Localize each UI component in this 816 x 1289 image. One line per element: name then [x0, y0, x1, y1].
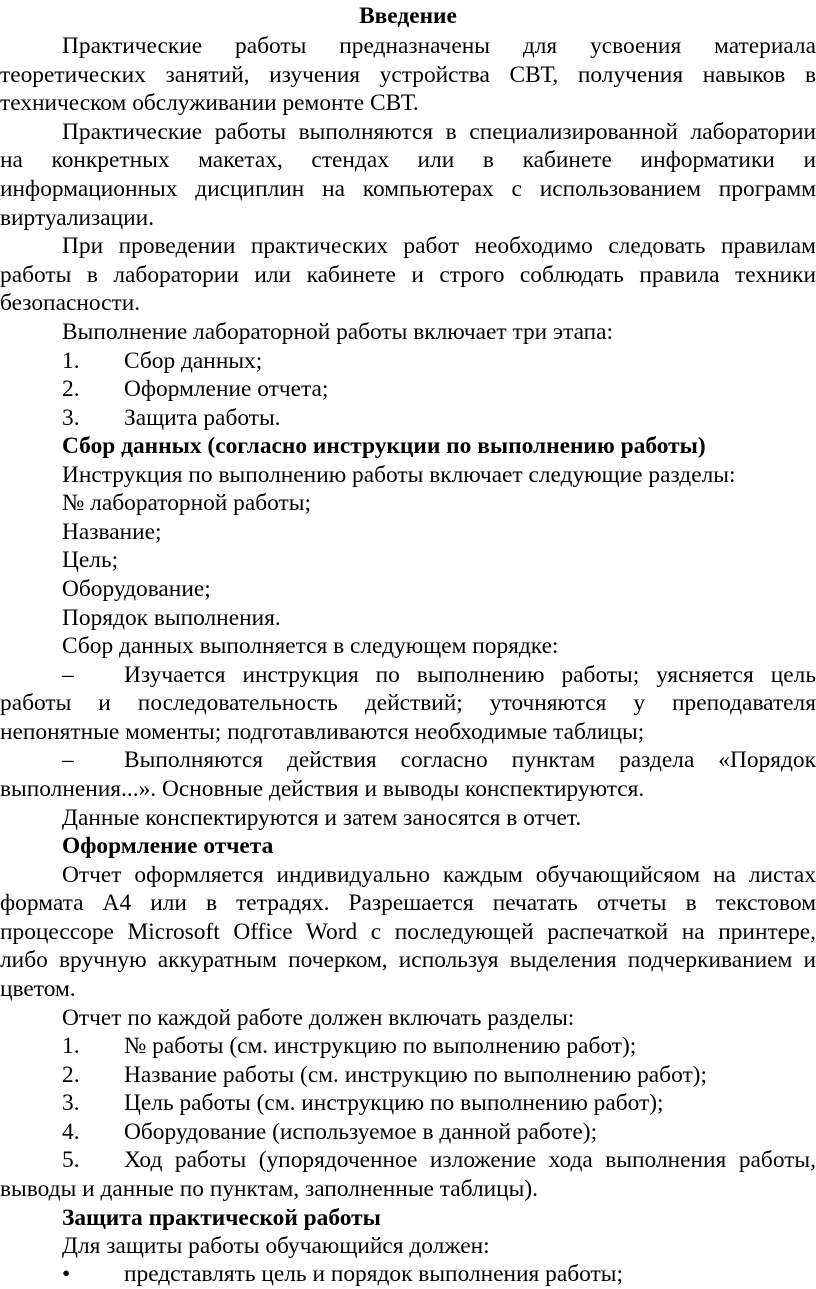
paragraph-line: работы в лаборатории или кабинете и строго соблюдать правила техники: [0, 262, 816, 288]
dash-marker: –: [62, 662, 74, 688]
list-text: Цель работы (см. инструкцию по выполнению работ);: [124, 1090, 664, 1116]
paragraph-line: безопасности.: [0, 290, 141, 316]
list-number: 5.: [62, 1147, 80, 1173]
list-text: Ход работы (упорядоченное изложение хода выполнения работы,: [124, 1147, 816, 1173]
list-text: представлять цель и порядок выполнения работы;: [124, 1261, 623, 1287]
paragraph-line: теоретических занятий, изучения устройства СВТ, получения навыков в: [0, 62, 816, 88]
paragraph-line: Для защиты работы обучающийся должен:: [62, 1233, 490, 1259]
bullet-marker: •: [62, 1261, 71, 1287]
bullet-item: [0, 1260, 816, 1289]
list-text: Название работы (см. инструкцию по выполнению работ);: [124, 1062, 707, 1088]
section-heading: Сбор данных (согласно инструкции по выполнению работы): [62, 433, 706, 459]
dash-marker: –: [62, 747, 74, 773]
list-number: 2.: [62, 376, 80, 402]
paragraph-line: Данные конспектируются и затем заносятся в отчет.: [62, 805, 582, 831]
list-number: 3.: [62, 1090, 80, 1116]
list-item: [0, 1089, 816, 1118]
list-item: [0, 375, 816, 404]
list-number: 2.: [62, 1062, 80, 1088]
paragraph-line: выводы и данные по пунктам, заполненные таблицы).: [0, 1176, 539, 1202]
section-heading: Оформление отчета: [62, 833, 274, 859]
list-text: Сбор данных;: [124, 348, 263, 374]
paragraph-line: цветом.: [0, 976, 76, 1002]
paragraph-line: При проведении практических работ необходимо следовать правилам: [62, 233, 816, 259]
list-item: [0, 1032, 816, 1061]
list-text: Защита работы.: [124, 405, 281, 431]
paragraph-line: формата А4 или в тетрадях. Разрешается печатать отчеты в текстовом: [0, 890, 816, 916]
list-item: Порядок выполнения.: [62, 605, 281, 631]
dash-item: [0, 661, 816, 690]
paragraph-line: Практические работы предназначены для усвоения материала: [62, 33, 816, 59]
section-heading: Защита практической работы: [62, 1205, 381, 1231]
paragraph-line: техническом обслуживании ремонте СВТ.: [0, 90, 419, 116]
paragraph-line: виртуализации.: [0, 205, 155, 231]
list-item: Название;: [62, 519, 162, 545]
list-item: [0, 347, 816, 376]
paragraph-line: работы и последовательность действий; уточняются у преподавателя: [0, 690, 816, 716]
paragraph-line: информационных дисциплин на компьютерах с использованием программ: [0, 176, 816, 202]
paragraph-line: Инструкция по выполнению работы включает следующие разделы:: [62, 462, 736, 488]
paragraph-line: на конкретных макетах, стендах или в кабинете информатики и: [0, 147, 816, 173]
paragraph-line: выполнения...». Основные действия и выводы конспектируются.: [0, 776, 645, 802]
list-number: 4.: [62, 1119, 80, 1145]
paragraph-line: Сбор данных выполняется в следующем порядке:: [62, 633, 559, 659]
paragraph-line: Выполнение лабораторной работы включает три этапа:: [62, 319, 614, 345]
paragraph-line: процессоре Microsoft Office Word с последующей распечаткой на принтере,: [0, 919, 816, 945]
list-item: [0, 1146, 816, 1175]
paragraph-line: Отчет по каждой работе должен включать разделы:: [62, 1005, 575, 1031]
list-item: [0, 1118, 816, 1147]
list-item: Цель;: [62, 547, 119, 573]
paragraph-line: Практические работы выполняются в специализированной лаборатории: [62, 119, 816, 145]
list-text: Оборудование (используемое в данной работе);: [124, 1119, 598, 1145]
list-item: № лабораторной работы;: [62, 490, 311, 516]
paragraph-line: Отчет оформляется индивидуально каждым обучающийсяом на листах: [62, 862, 816, 888]
list-number: 1.: [62, 1033, 80, 1059]
page-title: Введение: [359, 3, 457, 29]
list-item: [0, 1061, 816, 1090]
list-number: 1.: [62, 348, 80, 374]
list-number: 3.: [62, 405, 80, 431]
dash-item: [0, 746, 816, 775]
list-item: [0, 404, 816, 433]
list-item: Оборудование;: [62, 576, 211, 602]
paragraph-line: непонятные моменты; подготавливаются необходимые таблицы;: [0, 719, 645, 745]
list-text: Оформление отчета;: [124, 376, 329, 402]
list-text: Выполняются действия согласно пунктам раздела «Порядок: [124, 747, 816, 773]
list-text: № работы (см. инструкцию по выполнению работ);: [124, 1033, 637, 1059]
list-text: Изучается инструкция по выполнению работы; уясняется цель: [124, 662, 816, 688]
paragraph-line: либо вручную аккуратным почерком, используя выделения подчеркиванием и: [0, 947, 816, 973]
